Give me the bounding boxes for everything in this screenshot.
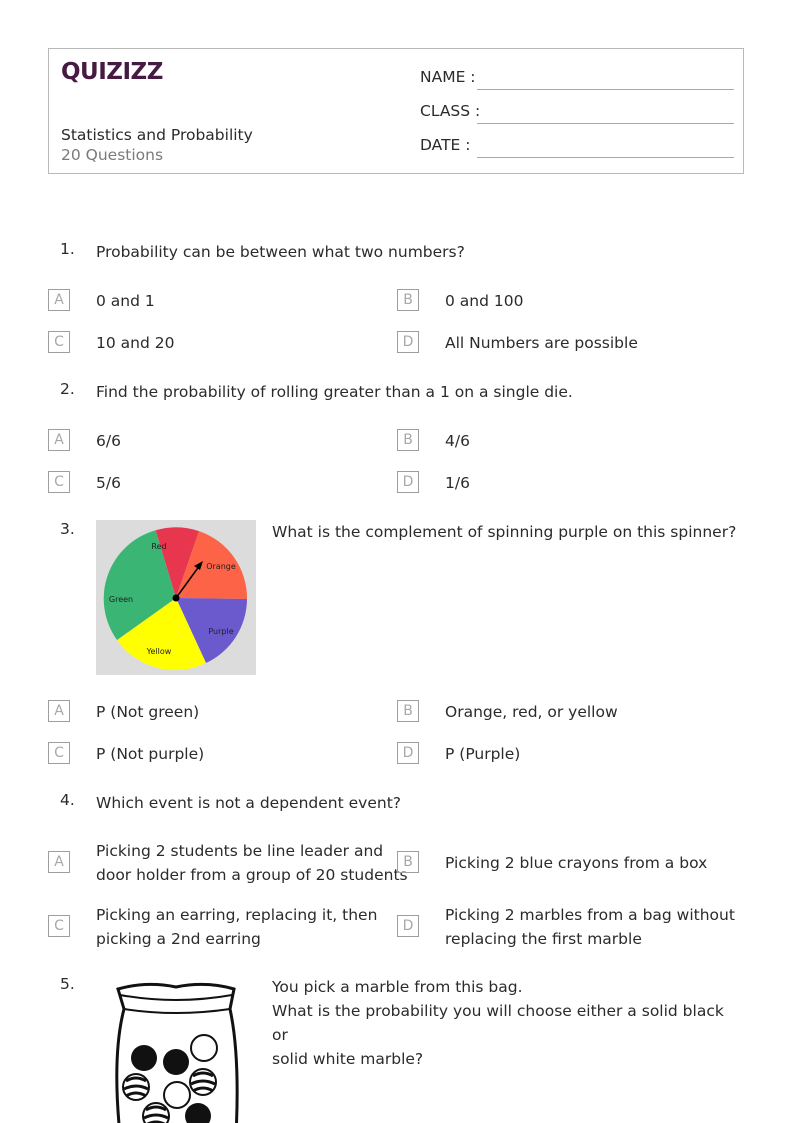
option-letter-box[interactable]: D: [397, 471, 419, 493]
name-label: NAME :: [420, 68, 476, 86]
question-text: Which event is not a dependent event?: [96, 794, 401, 812]
label-purple: Purple: [208, 627, 234, 636]
option-text: 0 and 100: [445, 292, 524, 310]
option-line: Picking 2 marbles from a bag without: [445, 906, 735, 924]
date-line[interactable]: [477, 157, 734, 158]
option-letter-box[interactable]: D: [397, 331, 419, 353]
name-line[interactable]: [477, 89, 734, 90]
marble-black: [163, 1049, 189, 1075]
option-text: [445, 903, 735, 951]
option-text: P (Purple): [445, 745, 521, 763]
label-yellow: Yellow: [146, 647, 172, 656]
label-red: Red: [151, 542, 167, 551]
marble-white: [191, 1035, 217, 1061]
question-number: 3.: [60, 520, 75, 538]
label-orange: Orange: [206, 562, 236, 571]
option-line: Picking an earring, replacing it, then: [96, 906, 378, 924]
date-field[interactable]: [420, 136, 734, 158]
question-line: What is the probability you will choose either a solid black or: [272, 1002, 724, 1044]
option-text: All Numbers are possible: [445, 334, 638, 352]
option-text: P (Not green): [96, 703, 200, 721]
option-letter-box[interactable]: A: [48, 700, 70, 722]
option-text: [96, 903, 377, 951]
option-text: 6/6: [96, 432, 121, 450]
class-field[interactable]: [420, 102, 734, 124]
question-text: Find the probability of rolling greater than a 1 on a single die.: [96, 383, 573, 401]
class-line[interactable]: [477, 123, 734, 124]
option-letter-box[interactable]: A: [48, 429, 70, 451]
option-text: 4/6: [445, 432, 470, 450]
option-letter-box[interactable]: C: [48, 915, 70, 937]
option-letter-box[interactable]: A: [48, 289, 70, 311]
option-letter-box[interactable]: D: [397, 742, 419, 764]
question-text: What is the complement of spinning purple on this spinner?: [272, 523, 737, 541]
option-text: Orange, red, or yellow: [445, 703, 618, 721]
spinner-center: [173, 595, 180, 602]
marble-bag-image: [96, 975, 256, 1123]
worksheet-title: Statistics and Probability: [61, 126, 253, 144]
option-letter-box[interactable]: C: [48, 331, 70, 353]
date-label: DATE :: [420, 136, 471, 154]
question-count: 20 Questions: [61, 146, 164, 164]
spinner-image: [96, 520, 256, 675]
option-letter-box[interactable]: C: [48, 471, 70, 493]
option-text: 1/6: [445, 474, 470, 492]
name-field[interactable]: [420, 68, 734, 90]
question-number: 2.: [60, 380, 75, 398]
question-line: solid white marble?: [272, 1050, 424, 1068]
option-text: 0 and 1: [96, 292, 155, 310]
option-text: 10 and 20: [96, 334, 175, 352]
option-line: replacing the first marble: [445, 930, 642, 948]
class-label: CLASS :: [420, 102, 481, 120]
question-text: Probability can be between what two numbers?: [96, 243, 465, 261]
label-green: Green: [108, 595, 134, 604]
question-number: 1.: [60, 240, 75, 258]
marble-bag-svg: [96, 975, 256, 1123]
option-line: picking a 2nd earring: [96, 930, 261, 948]
question-number: 5.: [60, 975, 75, 993]
option-text: 5/6: [96, 474, 121, 492]
marble-black: [131, 1045, 157, 1071]
question-line: You pick a marble from this bag.: [272, 978, 523, 996]
option-letter-box[interactable]: D: [397, 915, 419, 937]
option-letter-box[interactable]: B: [397, 289, 419, 311]
option-line: door holder from a group of 20 students: [96, 866, 408, 884]
question-text: [272, 975, 742, 1071]
option-letter-box[interactable]: B: [397, 851, 419, 873]
option-letter-box[interactable]: A: [48, 851, 70, 873]
option-letter-box[interactable]: B: [397, 700, 419, 722]
question-number: 4.: [60, 791, 75, 809]
option-letter-box[interactable]: C: [48, 742, 70, 764]
option-text: P (Not purple): [96, 745, 205, 763]
spinner-svg: [96, 520, 256, 675]
option-text: [96, 839, 408, 887]
worksheet-header: [48, 48, 744, 174]
option-line: Picking 2 students be line leader and: [96, 842, 384, 860]
marble-white: [164, 1082, 190, 1108]
option-letter-box[interactable]: B: [397, 429, 419, 451]
option-text: Picking 2 blue crayons from a box: [445, 854, 708, 872]
quizizz-logo: QUIZIZZ: [61, 59, 163, 85]
